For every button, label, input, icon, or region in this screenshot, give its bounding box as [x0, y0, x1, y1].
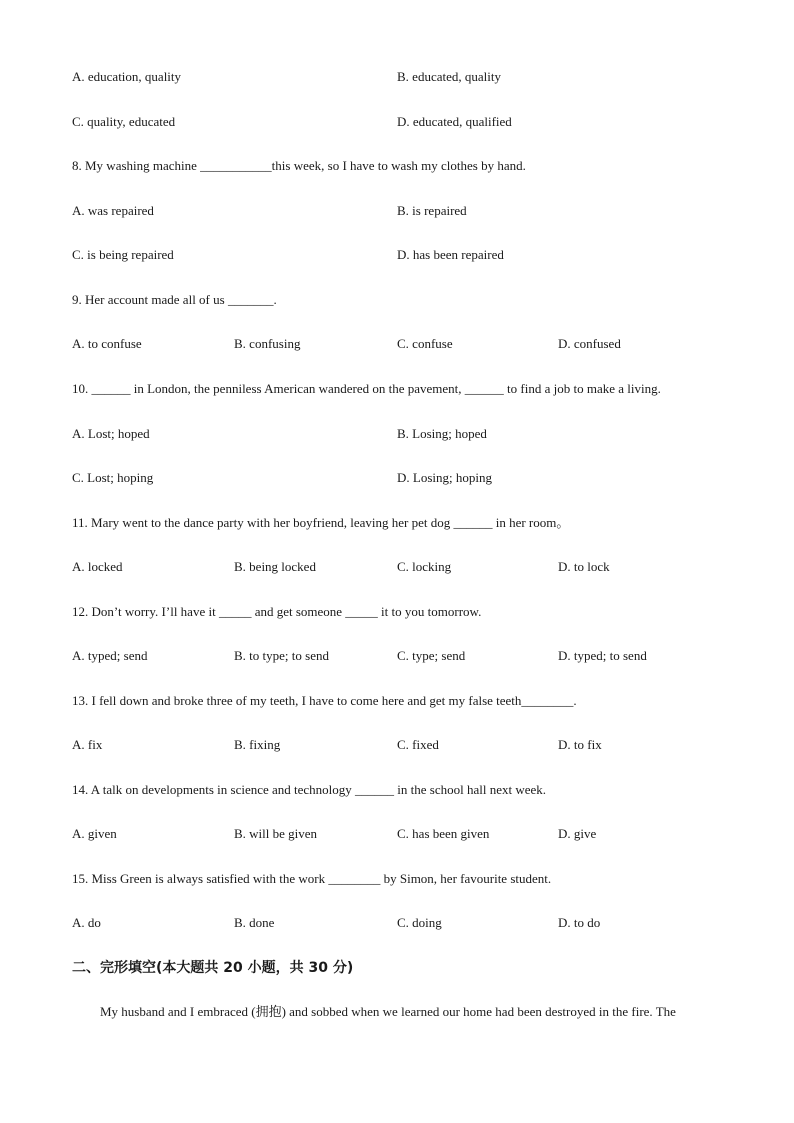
q13-stem: 13. I fell down and broke three of my teeth, I have to come here and get my false teeth________.	[72, 693, 577, 708]
passage-text: My husband and I embraced (拥抱) and sobbed when we learned our home had been destroyed in the fire. The	[100, 1004, 676, 1019]
q15-stem: 15. Miss Green is always satisfied with the work ________ by Simon, her favourite student.	[72, 871, 552, 886]
q15-option-c: C. doing	[397, 915, 442, 930]
q14-option-a: A. given	[72, 826, 117, 841]
q12-option-d: D. typed; to send	[558, 648, 647, 663]
q12-option-c: C. type; send	[397, 648, 466, 663]
q12-option-b: B. to type; to send	[234, 648, 329, 663]
q13-option-d: D. to fix	[558, 737, 602, 752]
q13-option-c: C. fixed	[397, 737, 439, 752]
q9-stem: 9. Her account made all of us _______.	[72, 292, 277, 307]
q9-option-a: A. to confuse	[72, 336, 142, 351]
q12-stem: 12. Don’t worry. I’ll have it _____ and get someone _____ it to you tomorrow.	[72, 604, 482, 619]
q7-option-d: D. educated, qualified	[397, 114, 512, 129]
q14-stem: 14. A talk on developments in science and technology ______ in the school hall next week.	[72, 782, 547, 797]
q8-option-d: D. has been repaired	[397, 247, 504, 262]
q7-option-b: B. educated, quality	[397, 69, 501, 84]
q8-option-c: C. is being repaired	[72, 247, 174, 262]
section-heading: 二、完形填空(本大题共 20 小题，共 30 分)	[72, 960, 354, 976]
q13-option-a: A. fix	[72, 737, 103, 752]
q10-option-d: D. Losing; hoping	[397, 470, 492, 485]
q13-option-b: B. fixing	[234, 737, 281, 752]
q7-option-a: A. education, quality	[72, 69, 182, 84]
q14-option-d: D. give	[558, 826, 597, 841]
q8-stem: 8. My washing machine ___________this week, so I have to wash my clothes by hand.	[72, 158, 526, 173]
q8-option-a: A. was repaired	[72, 203, 154, 218]
q15-option-d: D. to do	[558, 915, 601, 930]
q10-option-b: B. Losing; hoped	[397, 426, 487, 441]
q10-option-a: A. Lost; hoped	[72, 426, 150, 441]
q9-option-b: B. confusing	[234, 336, 301, 351]
q15-option-a: A. do	[72, 915, 101, 930]
q15-option-b: B. done	[234, 915, 275, 930]
q9-option-c: C. confuse	[397, 336, 453, 351]
q7-option-c: C. quality, educated	[72, 114, 176, 129]
q11-option-d: D. to lock	[558, 559, 610, 574]
q11-option-c: C. locking	[397, 559, 452, 574]
q11-option-b: B. being locked	[234, 559, 316, 574]
q11-stem: 11. Mary went to the dance party with her boyfriend, leaving her pet dog ______ in her room。	[72, 515, 570, 530]
q14-option-c: C. has been given	[397, 826, 490, 841]
q8-option-b: B. is repaired	[397, 203, 467, 218]
q10-option-c: C. Lost; hoping	[72, 470, 154, 485]
q14-option-b: B. will be given	[234, 826, 318, 841]
q9-option-d: D. confused	[558, 336, 621, 351]
q10-stem: 10. ______ in London, the penniless American wandered on the pavement, ______ to find a job to make a living.	[72, 381, 661, 396]
q12-option-a: A. typed; send	[72, 648, 148, 663]
q11-option-a: A. locked	[72, 559, 123, 574]
